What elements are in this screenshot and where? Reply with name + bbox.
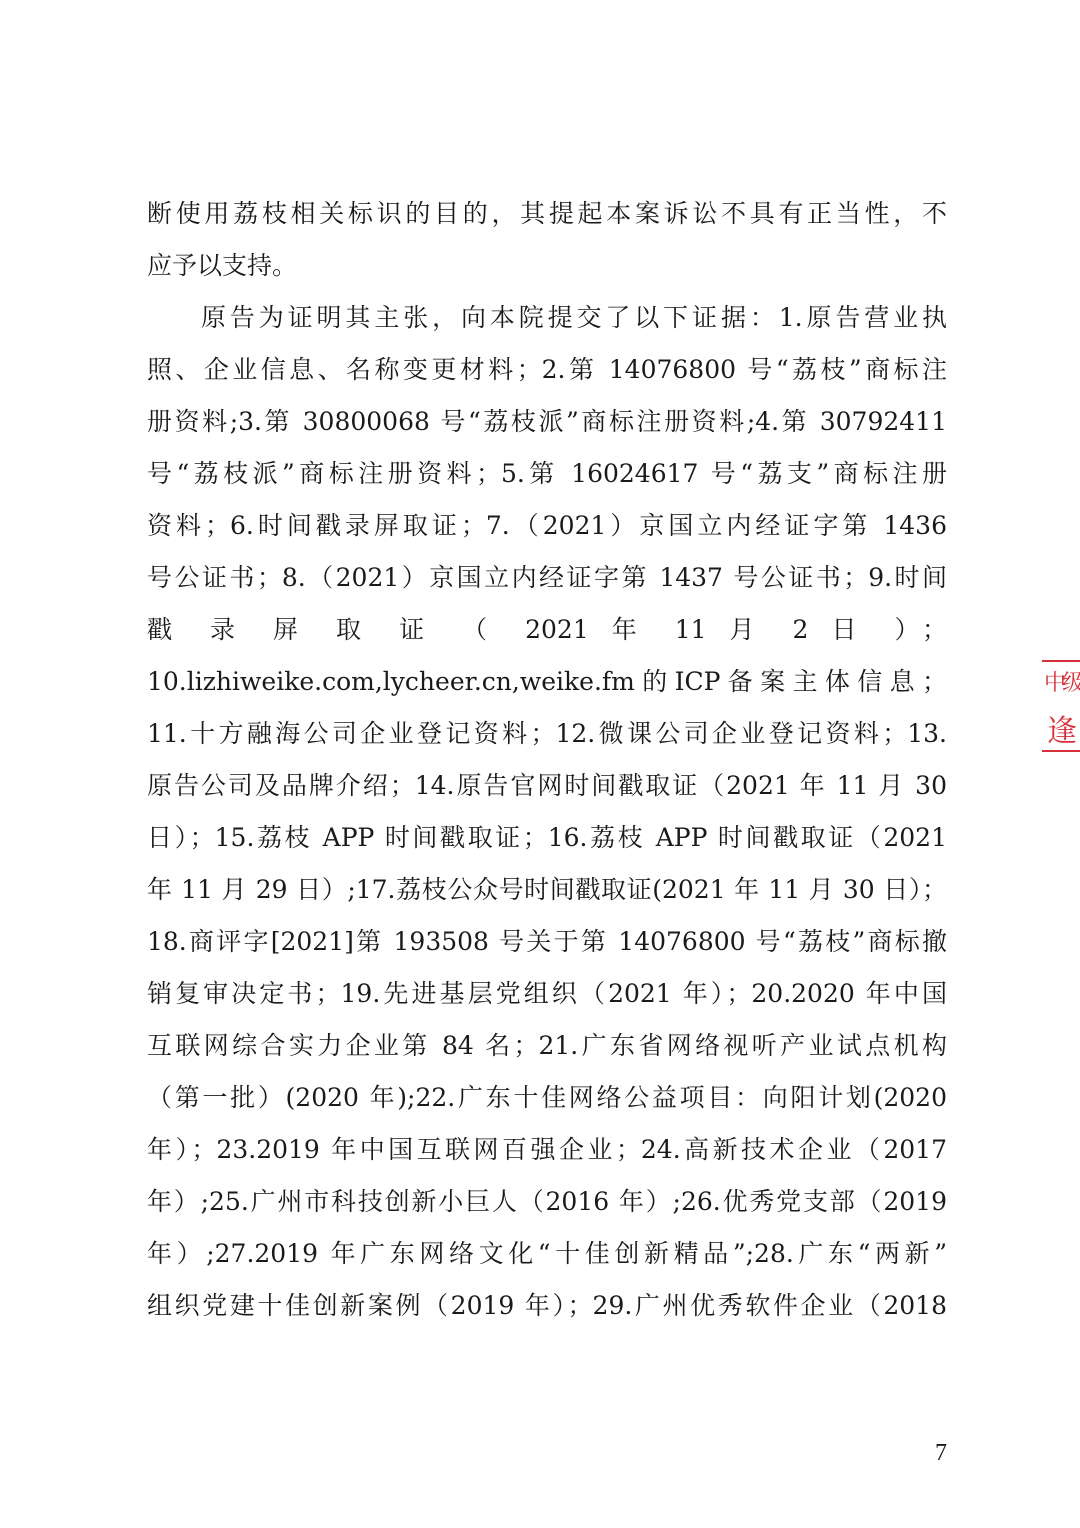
seal-border-top: [1042, 660, 1080, 662]
text-line: 组织党建十佳创新案例（2019 年）；29.广州优秀软件企业（2018: [147, 1291, 947, 1320]
text-line: 11.十方融海公司企业登记资料；12.微课公司企业登记资料；13.: [147, 719, 947, 748]
text-line: 原告为证明其主张，向本院提交了以下证据：1.原告营业执: [201, 303, 947, 332]
text-line: 年）；23.2019 年中国互联网百强企业；24.高新技术企业（2017: [147, 1135, 947, 1164]
text-line: （第一批）(2020 年);22.广东十佳网络公益项目：向阳计划(2020: [147, 1083, 947, 1112]
body-text: [147, 188, 947, 1332]
seal-text: 中级: [1044, 671, 1080, 696]
text-line: 断使用荔枝相关标识的目的，其提起本案诉讼不具有正当性，不: [147, 199, 947, 228]
text-line: 册资料;3.第 30800068 号“荔枝派”商标注册资料;4.第 30792411: [147, 407, 947, 436]
text-line: 戳 录 屏 取 证 （ 2021 年 11 月 2 日 ）；: [147, 615, 947, 644]
seal-border-bottom: [1042, 750, 1080, 752]
text-line: 号“荔枝派”商标注册资料；5.第 16024617 号“荔支”商标注册: [147, 459, 947, 488]
page-number: 7: [935, 1440, 947, 1466]
text-line: 年）;27.2019 年广东网络文化“十佳创新精品”;28.广东“两新”: [147, 1239, 947, 1268]
text-line: 资料；6.时间戳录屏取证；7.（2021）京国立内经证字第 1436: [147, 511, 947, 540]
text-line: 日）；15.荔枝 APP 时间戳取证；16.荔枝 APP 时间戳取证（2021: [147, 823, 947, 852]
text-line: 照、企业信息、名称变更材料；2.第 14076800 号“荔枝”商标注: [147, 355, 947, 384]
text-line: 销复审决定书；19.先进基层党组织（2021 年）；20.2020 年中国: [147, 979, 947, 1008]
court-seal-stamp: [1042, 660, 1080, 752]
text-line: 原告公司及品牌介绍；14.原告官网时间戳取证（2021 年 11 月 30: [147, 771, 947, 800]
text-line: 年）;25.广州市科技创新小巨人（2016 年）;26.优秀党支部（2019: [147, 1187, 947, 1216]
seal-text: 逢: [1047, 714, 1077, 749]
text-line: 互联网综合实力企业第 84 名；21.广东省网络视听产业试点机构: [147, 1031, 947, 1060]
text-line: 应予以支持。: [147, 251, 298, 280]
text-line: 号公证书；8.（2021）京国立内经证字第 1437 号公证书；9.时间: [147, 563, 947, 592]
text-line: 10.lizhiweike.com,lycheer.cn,weike.fm的ICP备案主体信息；: [147, 667, 947, 696]
text-line: 年 11 月 29 日）;17.荔枝公众号时间戳取证(2021 年 11 月 30 日）；: [147, 875, 947, 904]
text-line: 18.商评字[2021]第 193508 号关于第 14076800 号“荔枝”商标撤: [147, 927, 947, 956]
